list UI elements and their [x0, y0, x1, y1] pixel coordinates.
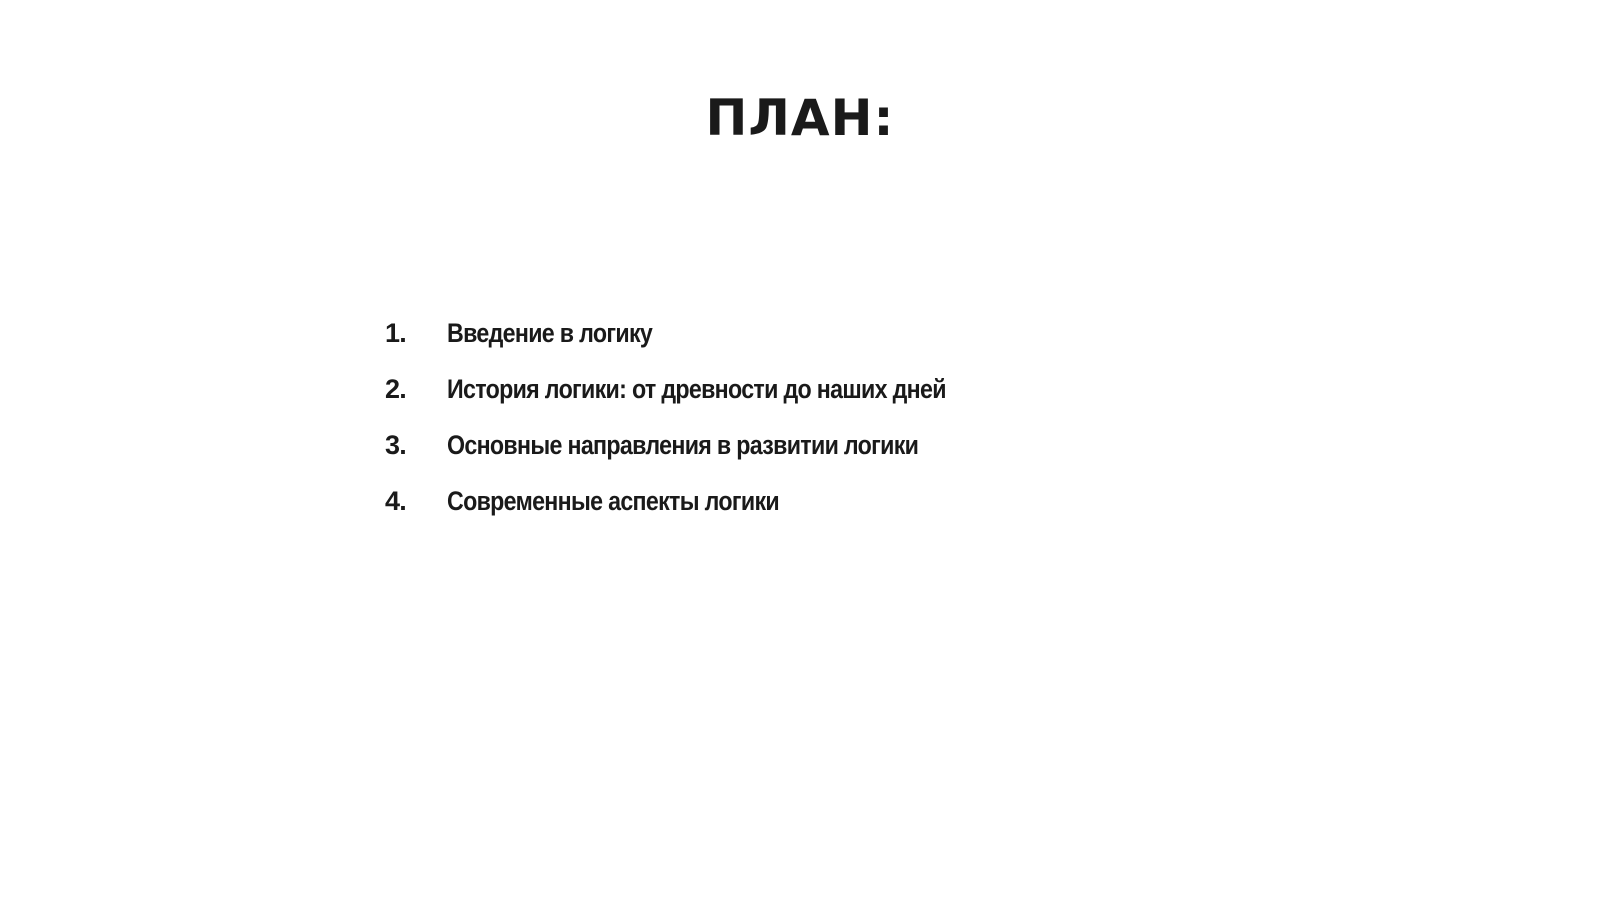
slide-title: ПЛАН: [705, 89, 895, 147]
agenda-item-3 [385, 430, 1027, 486]
agenda-item-text: История логики: от древности до наших дней [447, 374, 946, 404]
agenda-item-text: Современные аспекты логики [447, 486, 779, 516]
agenda-list [385, 318, 1027, 542]
agenda-item-4 [385, 486, 1027, 542]
agenda-item-number: 1. [385, 318, 406, 348]
agenda-item-number: 2. [385, 374, 406, 404]
agenda-item-text: Основные направления в развитии логики [447, 430, 919, 460]
agenda-item-1 [385, 318, 1027, 374]
agenda-item-text: Введение в логику [447, 318, 653, 348]
agenda-item-number: 4. [385, 486, 406, 516]
agenda-item-number: 3. [385, 430, 406, 460]
agenda-item-2 [385, 374, 1027, 430]
